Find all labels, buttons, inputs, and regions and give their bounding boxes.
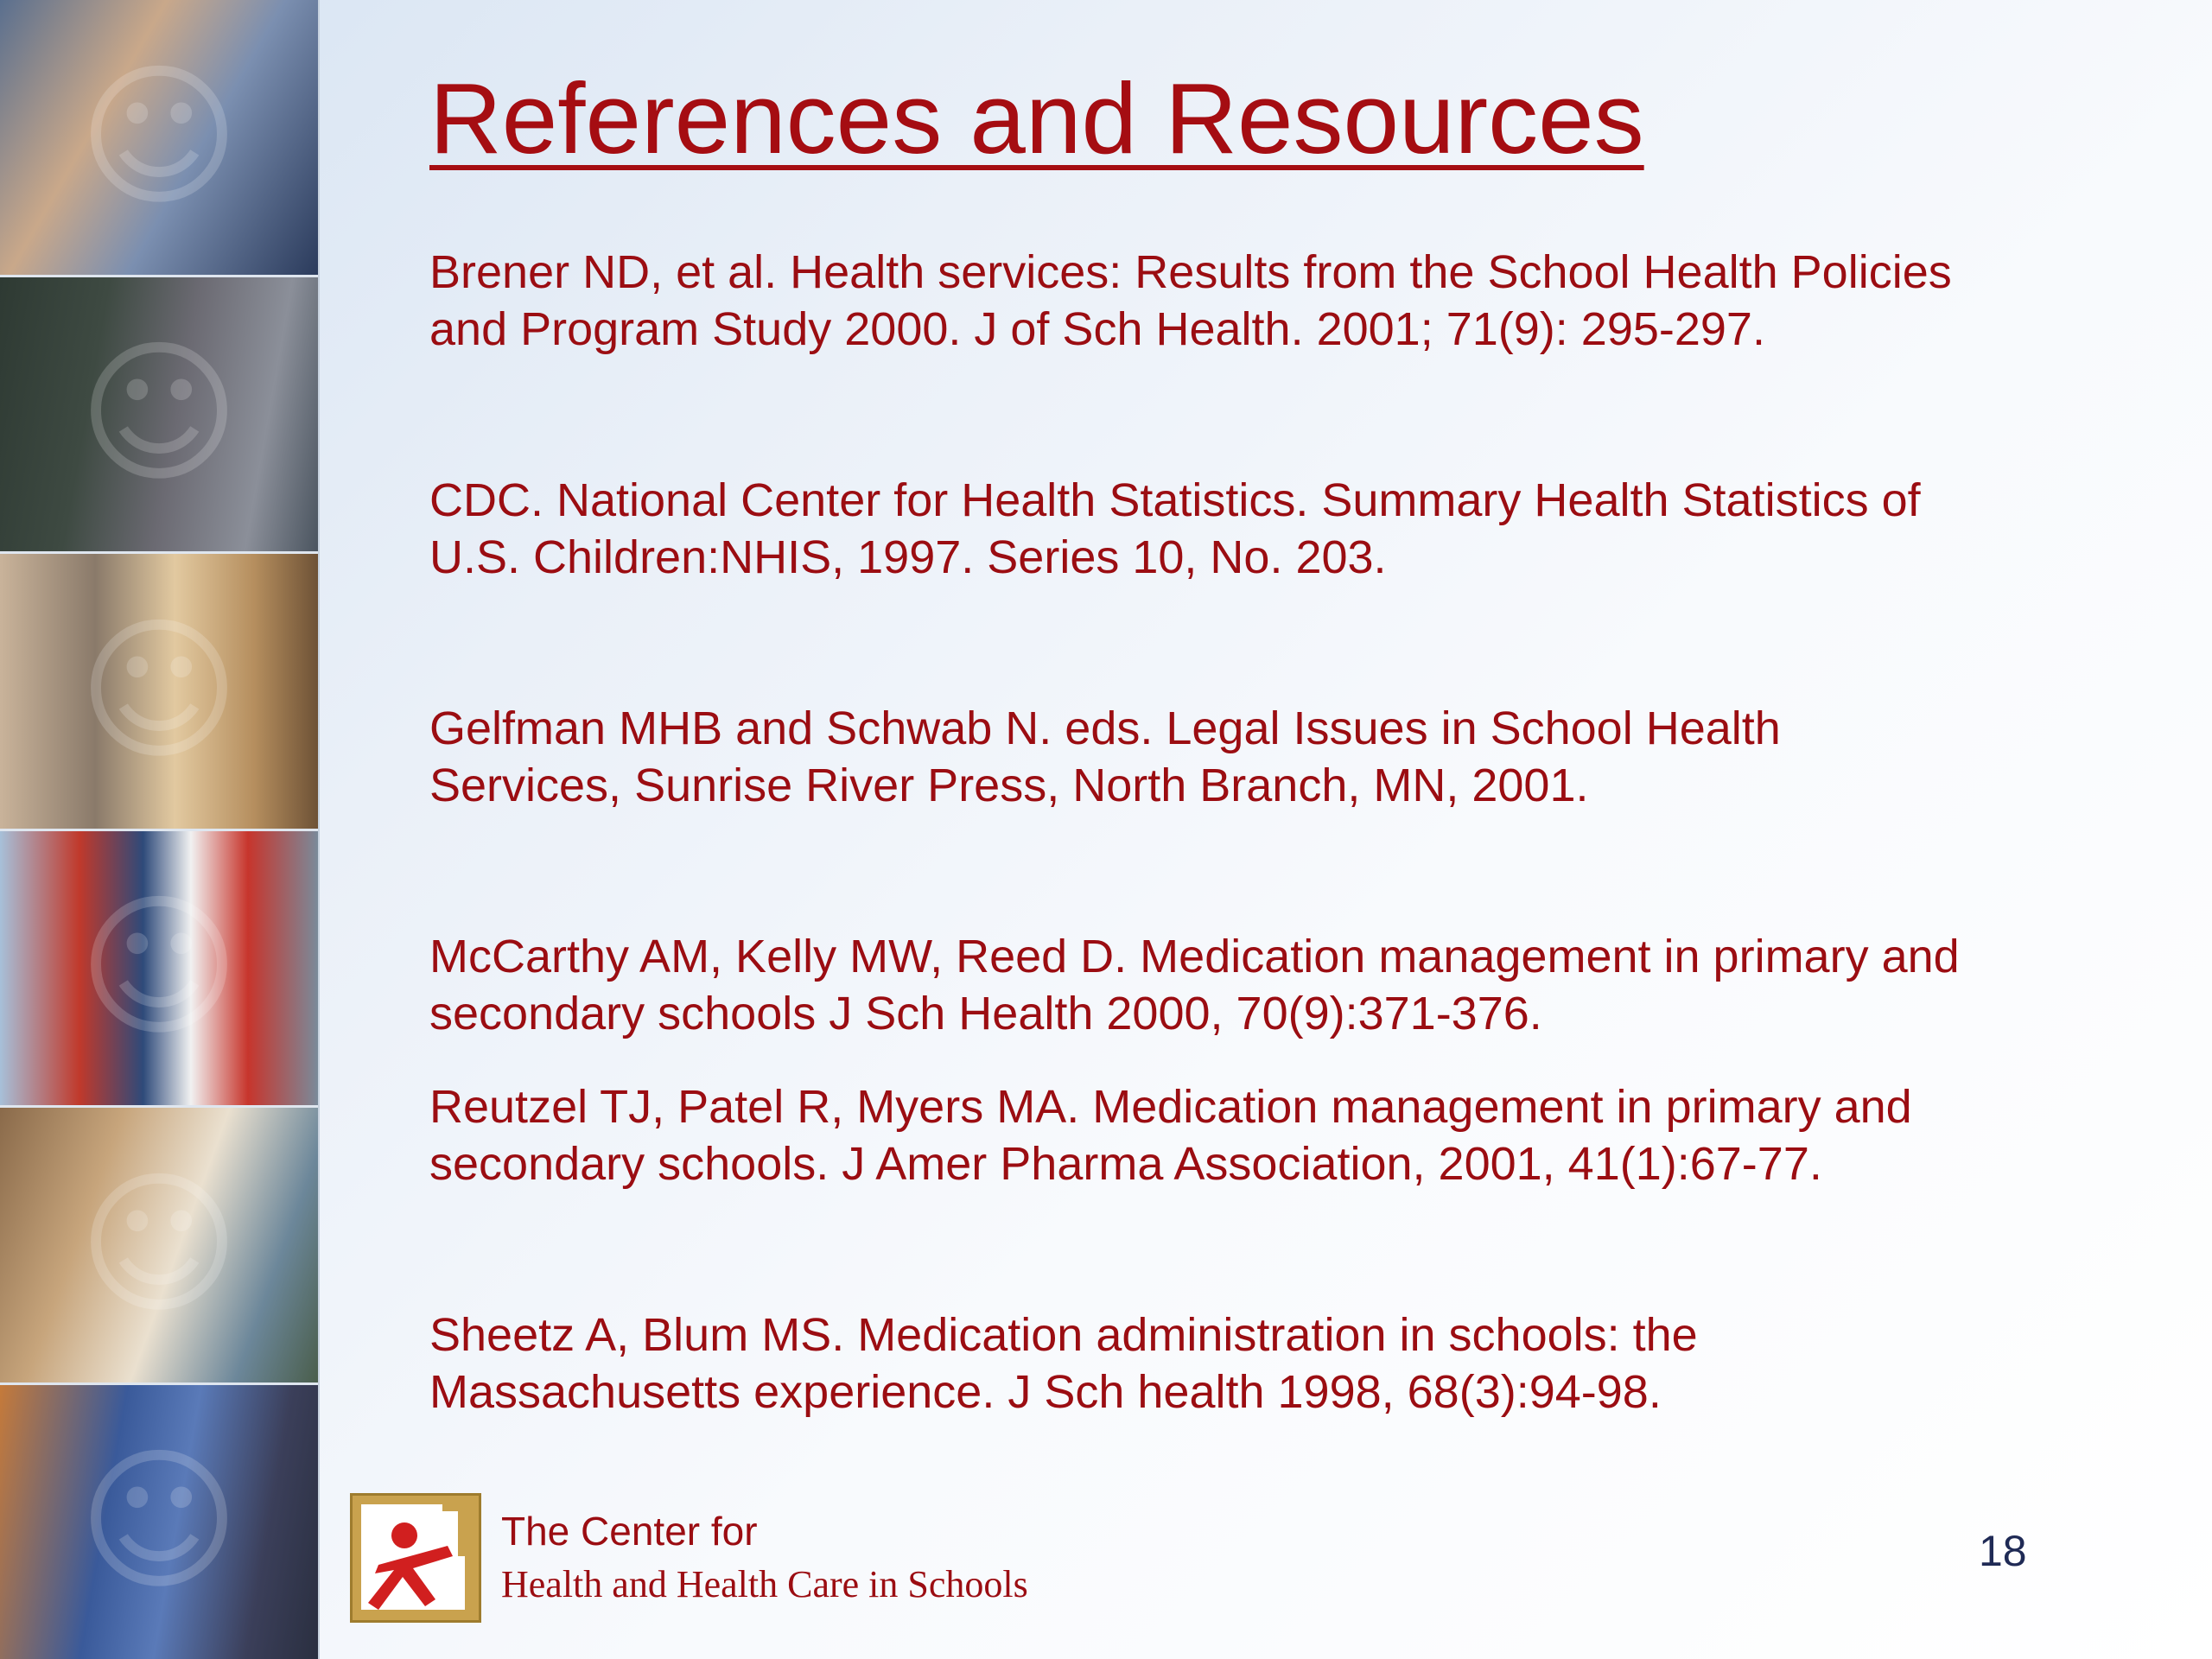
photo-student-microscope: ☺ xyxy=(0,554,318,831)
center-logo-icon xyxy=(350,1493,481,1623)
reference-item: McCarthy AM, Kelly MW, Reed D. Medication management in primary and secondary schools J Sch Health 2000, 70(9):371-376. xyxy=(429,931,1960,1039)
reference-item: Brener ND, et al. Health services: Results from the School Health Policies and Program Study 2000. J of Sch Health. 2001; 71(9): 295-297. xyxy=(429,246,1952,355)
slide-title: References and Resources xyxy=(429,62,1644,175)
reference-item: Sheetz A, Blum MS. Medication administration in schools: the Massachusetts experience. J Sch health 1998, 68(3):94-98. xyxy=(429,1309,1698,1418)
reference-item: Gelfman MHB and Schwab N. eds. Legal Issues in School Health Services, Sunrise River Press, North Branch, MN, 2001. xyxy=(429,702,1781,811)
org-name-line1: The Center for xyxy=(501,1509,758,1554)
reference-item: CDC. National Center for Health Statistics. Summary Health Statistics of U.S. Children:NHIS, 1997. Series 10, No. 203. xyxy=(429,474,1921,583)
photo-children-playing: ☺ xyxy=(0,831,318,1109)
reference-list xyxy=(429,244,1967,1421)
photo-child-bending: ☺ xyxy=(0,1385,318,1659)
photo-nurse-office: ☺ xyxy=(0,1108,318,1385)
page-number: 18 xyxy=(1979,1527,2027,1575)
reference-item: Reutzel TJ, Patel R, Myers MA. Medication management in primary and secondary schools. J Amer Pharma Association, 2001, 41(1):67-77. xyxy=(429,1081,1912,1190)
photo-student-chalkboard: ☺ xyxy=(0,277,318,555)
org-name-line2: Health and Health Care in Schools xyxy=(501,1563,1028,1605)
photo-collage xyxy=(0,0,320,1659)
photo-doctor-exam-student: ☺ xyxy=(0,0,318,277)
